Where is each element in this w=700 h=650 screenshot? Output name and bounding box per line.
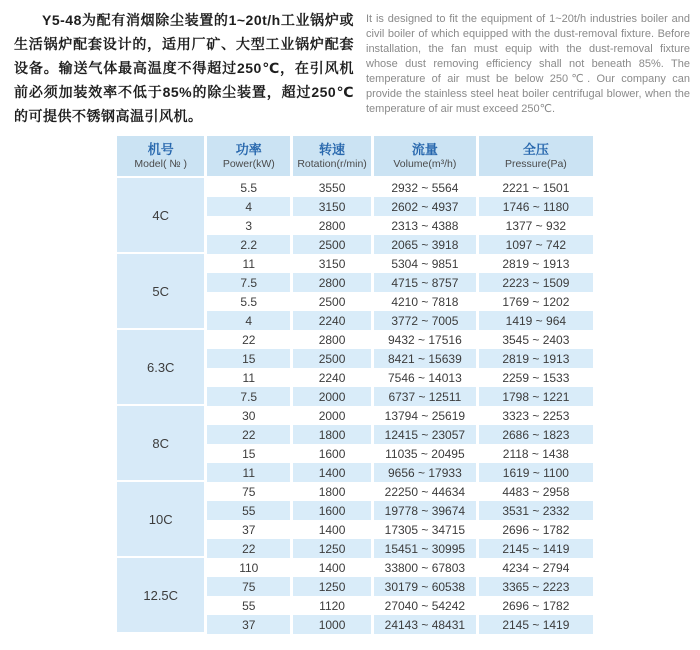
pressure-cell: 3531 ~ 2332 — [479, 501, 593, 520]
pressure-cell: 4234 ~ 2794 — [479, 558, 593, 577]
volume-cell: 12415 ~ 23057 — [374, 425, 479, 444]
volume-cell: 4715 ~ 8757 — [374, 273, 479, 292]
volume-cell: 7546 ~ 14013 — [374, 368, 479, 387]
table-row — [117, 254, 593, 273]
column-header-pressure-zh: 全压 — [522, 142, 549, 157]
volume-cell: 17305 ~ 34715 — [374, 520, 479, 539]
rotation-cell: 2500 — [293, 349, 374, 368]
pressure-cell: 1798 ~ 1221 — [479, 387, 593, 406]
rotation-cell: 3150 — [293, 254, 374, 273]
rotation-cell: 3150 — [293, 197, 374, 216]
pressure-cell: 2686 ~ 1823 — [479, 425, 593, 444]
model-cell: 10C — [117, 482, 207, 558]
power-cell: 37 — [207, 520, 293, 539]
power-cell: 22 — [207, 539, 293, 558]
column-header-power-en: Power(kW) — [222, 158, 275, 170]
column-header-rotation — [293, 136, 374, 178]
power-cell: 37 — [207, 615, 293, 634]
model-cell: 6.3C — [117, 330, 207, 406]
power-cell: 4 — [207, 197, 293, 216]
pressure-cell: 2819 ~ 1913 — [479, 254, 593, 273]
power-cell: 15 — [207, 444, 293, 463]
volume-cell: 6737 ~ 12511 — [374, 387, 479, 406]
column-header-pressure-en: Pressure(Pa) — [504, 158, 567, 170]
english-description: It is designed to fit the equipment of 1~20t/h industries boiler and civil boiler of which equipped with the dust-removal fixture. Before installation, the fan must equip with the dust-removal fixture whose dust removing efficiency shall not beneath 85%. The temperature of air must be below 250℃. Our company can provide the stainless steel heat boiler centrifugal blower, when the temperature of air must exceed 250℃. — [366, 13, 690, 115]
table-row — [117, 330, 593, 349]
pressure-cell: 2145 ~ 1419 — [479, 615, 593, 634]
power-cell: 75 — [207, 577, 293, 596]
power-cell: 22 — [207, 425, 293, 444]
power-cell: 55 — [207, 501, 293, 520]
rotation-cell: 1400 — [293, 520, 374, 539]
column-header-model — [117, 136, 207, 178]
power-cell: 30 — [207, 406, 293, 425]
table-row — [117, 482, 593, 501]
volume-cell: 33800 ~ 67803 — [374, 558, 479, 577]
power-cell: 5.5 — [207, 178, 293, 197]
volume-cell: 2602 ~ 4937 — [374, 197, 479, 216]
rotation-cell: 1400 — [293, 463, 374, 482]
column-header-volume-zh: 流量 — [411, 142, 438, 157]
rotation-cell: 1000 — [293, 615, 374, 634]
column-header-power — [207, 136, 293, 178]
column-header-pressure — [479, 136, 593, 178]
column-header-rotation-en: Rotation(r/min) — [297, 158, 367, 170]
rotation-cell: 2240 — [293, 311, 374, 330]
power-cell: 7.5 — [207, 273, 293, 292]
power-cell: 11 — [207, 463, 293, 482]
power-cell: 2.2 — [207, 235, 293, 254]
table-row — [117, 558, 593, 577]
power-cell: 75 — [207, 482, 293, 501]
power-cell: 11 — [207, 368, 293, 387]
power-cell: 4 — [207, 311, 293, 330]
volume-cell: 2313 ~ 4388 — [374, 216, 479, 235]
volume-cell: 11035 ~ 20495 — [374, 444, 479, 463]
power-cell: 5.5 — [207, 292, 293, 311]
power-cell: 22 — [207, 330, 293, 349]
spec-table — [117, 136, 593, 634]
column-header-volume — [374, 136, 479, 178]
chinese-description: Y5-48为配有消烟除尘装置的1~20t/h工业锅炉或生活锅炉配套设计的，适用厂矿、大型工业锅炉配套设备。输送气体最高温度不得超过250℃，在引风机前必须加装效率不低于85%的除尘装置，超过250℃的可提供不锈钢高温引风机。 — [14, 12, 354, 124]
rotation-cell: 2800 — [293, 273, 374, 292]
rotation-cell: 2240 — [293, 368, 374, 387]
header-row — [117, 136, 593, 178]
rotation-cell: 1120 — [293, 596, 374, 615]
pressure-cell: 1097 ~ 742 — [479, 235, 593, 254]
pressure-cell: 2259 ~ 1533 — [479, 368, 593, 387]
pressure-cell: 3545 ~ 2403 — [479, 330, 593, 349]
pressure-cell: 3323 ~ 2253 — [479, 406, 593, 425]
volume-cell: 2932 ~ 5564 — [374, 178, 479, 197]
rotation-cell: 1250 — [293, 539, 374, 558]
model-cell: 4C — [117, 178, 207, 254]
volume-cell: 5304 ~ 9851 — [374, 254, 479, 273]
volume-cell: 24143 ~ 48431 — [374, 615, 479, 634]
rotation-cell: 2800 — [293, 216, 374, 235]
power-cell: 15 — [207, 349, 293, 368]
pressure-cell: 4483 ~ 2958 — [479, 482, 593, 501]
rotation-cell: 1400 — [293, 558, 374, 577]
column-header-model-en: Model( № ) — [134, 158, 188, 170]
rotation-cell: 2000 — [293, 387, 374, 406]
column-header-power-zh: 功率 — [235, 142, 262, 157]
intro-section — [0, 0, 700, 128]
volume-cell: 22250 ~ 44634 — [374, 482, 479, 501]
rotation-cell: 1600 — [293, 444, 374, 463]
rotation-cell: 3550 — [293, 178, 374, 197]
rotation-cell: 1250 — [293, 577, 374, 596]
volume-cell: 19778 ~ 39674 — [374, 501, 479, 520]
power-cell: 11 — [207, 254, 293, 273]
pressure-cell: 2223 ~ 1509 — [479, 273, 593, 292]
rotation-cell: 2000 — [293, 406, 374, 425]
rotation-cell: 2500 — [293, 235, 374, 254]
power-cell: 7.5 — [207, 387, 293, 406]
spec-table-body — [117, 178, 593, 634]
pressure-cell: 2696 ~ 1782 — [479, 596, 593, 615]
power-cell: 3 — [207, 216, 293, 235]
pressure-cell: 1769 ~ 1202 — [479, 292, 593, 311]
volume-cell: 9656 ~ 17933 — [374, 463, 479, 482]
model-cell: 12.5C — [117, 558, 207, 634]
column-header-model-zh: 机号 — [147, 142, 174, 157]
rotation-cell: 2500 — [293, 292, 374, 311]
pressure-cell: 1419 ~ 964 — [479, 311, 593, 330]
pressure-cell: 1746 ~ 1180 — [479, 197, 593, 216]
pressure-cell: 3365 ~ 2223 — [479, 577, 593, 596]
volume-cell: 27040 ~ 54242 — [374, 596, 479, 615]
column-header-rotation-zh: 转速 — [319, 142, 346, 157]
volume-cell: 13794 ~ 25619 — [374, 406, 479, 425]
pressure-cell: 2221 ~ 1501 — [479, 178, 593, 197]
volume-cell: 4210 ~ 7818 — [374, 292, 479, 311]
rotation-cell: 1600 — [293, 501, 374, 520]
model-cell: 5C — [117, 254, 207, 330]
pressure-cell: 2145 ~ 1419 — [479, 539, 593, 558]
spec-table-header — [117, 136, 593, 178]
pressure-cell: 2819 ~ 1913 — [479, 349, 593, 368]
model-cell: 8C — [117, 406, 207, 482]
pressure-cell: 2118 ~ 1438 — [479, 444, 593, 463]
volume-cell: 2065 ~ 3918 — [374, 235, 479, 254]
volume-cell: 15451 ~ 30995 — [374, 539, 479, 558]
table-row — [117, 406, 593, 425]
rotation-cell: 1800 — [293, 482, 374, 501]
power-cell: 55 — [207, 596, 293, 615]
volume-cell: 3772 ~ 7005 — [374, 311, 479, 330]
power-cell: 110 — [207, 558, 293, 577]
pressure-cell: 1619 ~ 1100 — [479, 463, 593, 482]
volume-cell: 8421 ~ 15639 — [374, 349, 479, 368]
rotation-cell: 1800 — [293, 425, 374, 444]
volume-cell: 30179 ~ 60538 — [374, 577, 479, 596]
column-header-volume-en: Volume(m³/h) — [393, 158, 457, 170]
table-row — [117, 178, 593, 197]
rotation-cell: 2800 — [293, 330, 374, 349]
volume-cell: 9432 ~ 17516 — [374, 330, 479, 349]
pressure-cell: 1377 ~ 932 — [479, 216, 593, 235]
pressure-cell: 2696 ~ 1782 — [479, 520, 593, 539]
